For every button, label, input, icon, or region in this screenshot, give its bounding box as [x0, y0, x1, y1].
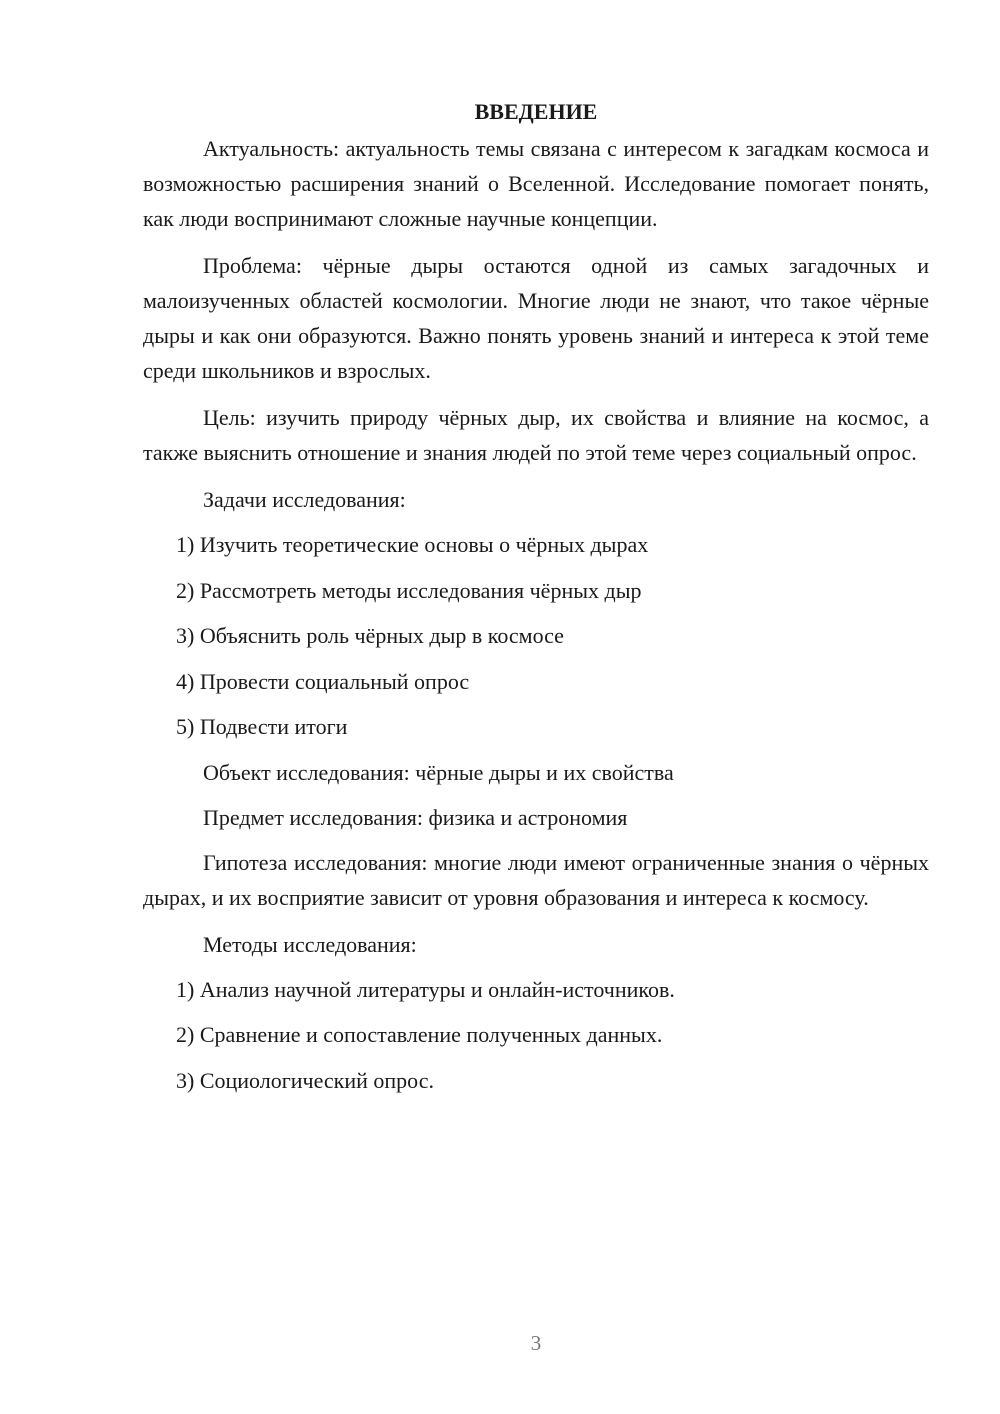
list-item: 5) Подвести итоги: [176, 714, 348, 739]
list-item: 2) Рассмотреть методы исследования чёрных дыр: [176, 577, 642, 603]
list-item: 3) Социологический опрос.: [176, 1067, 434, 1093]
list-item: 4) Провести социальный опрос: [176, 668, 470, 694]
tasks-list: [143, 527, 929, 744]
subject-line: Предмет исследования: физика и астрономия: [203, 804, 628, 830]
list-item: 1) Анализ научной литературы и онлайн-источников.: [176, 976, 675, 1002]
list-item: 1) Изучить теоретические основы о чёрных дырах: [176, 532, 649, 557]
tasks-heading: Задачи исследования:: [203, 487, 406, 512]
methods-heading: Методы исследования:: [203, 931, 417, 957]
page-content: [143, 94, 929, 1108]
problem-paragraph: Проблема: чёрные дыры остаются одной из самых загадочных и малоизученных областей космологии. Многие люди не знают, что такое чёрные дыры и как они образуются. Важно понять уровень знаний и интереса к этой теме среди школьников и взрослых.: [143, 253, 929, 383]
methods-list: [143, 972, 929, 1098]
list-item: 3) Объяснить роль чёрных дыр в космосе: [176, 623, 564, 648]
relevance-paragraph: Актуальность: актуальность темы связана с интересом к загадкам космоса и возможностью расширения знаний о Вселенной. Исследование помогает понять, как люди воспринимают сложные научные концепции.: [143, 136, 929, 231]
goal-paragraph: Цель: изучить природу чёрных дыр, их свойства и влияние на космос, а также выяснить отношение и знания людей по этой теме через социальный опрос.: [143, 405, 929, 465]
object-line: Объект исследования: чёрные дыры и их свойства: [203, 759, 674, 785]
list-item: 2) Сравнение и сопоставление полученных данных.: [176, 1022, 663, 1047]
page-number: 3: [530, 1331, 542, 1355]
section-title: ВВЕДЕНИЕ: [474, 99, 598, 124]
hypothesis-paragraph: Гипотеза исследования: многие люди имеют ограниченные знания о чёрных дырах, и их восприятие зависит от уровня образования и интереса к космосу.: [143, 849, 929, 910]
